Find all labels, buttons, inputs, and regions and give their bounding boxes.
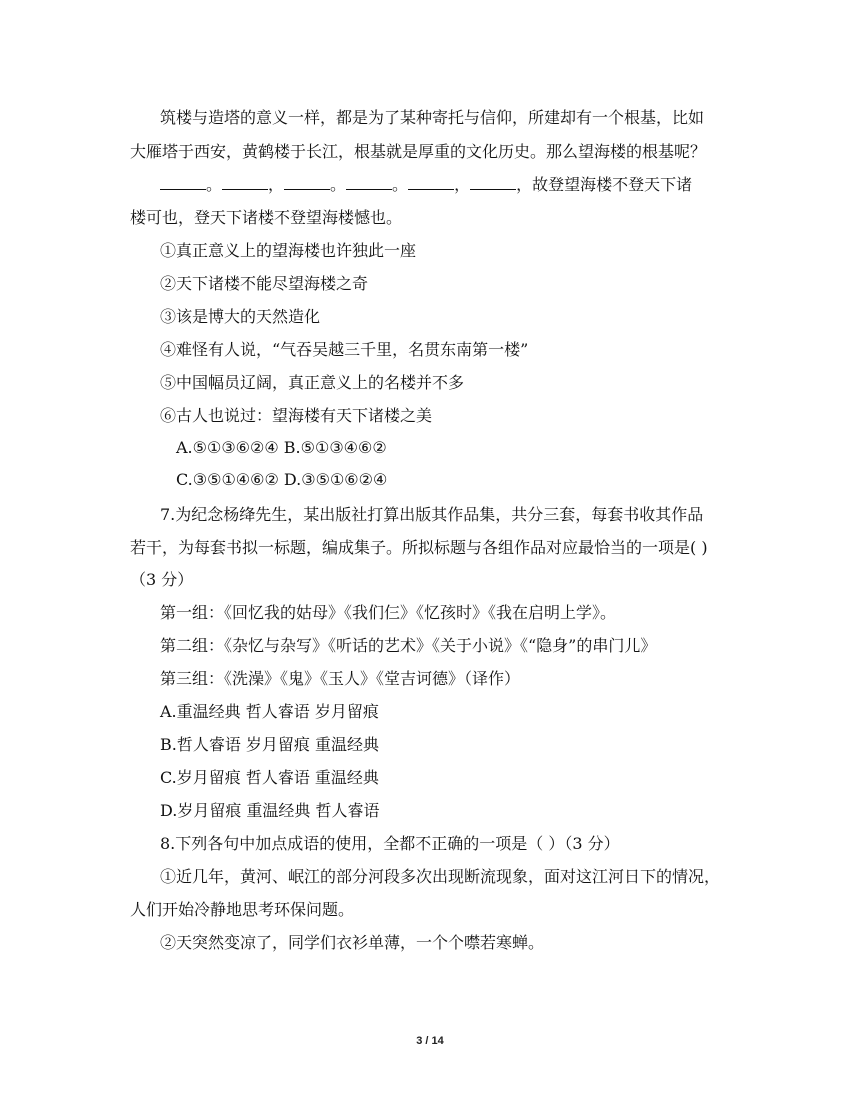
sentence-item: ①真正意义上的望海楼也许独此一座 [160,241,417,260]
sentence-item: ⑥古人也说过：望海楼有天下诸楼之美 [160,406,433,425]
sentence-item-cont: 人们开始冷静地思考环保问题。 [130,900,355,919]
group-3: 第三组：《洗澡》《鬼》《玉人》《堂吉诃德》（译作） [160,669,521,688]
paragraph-line: 楼可也，登天下诸楼不登望海楼憾也。 [130,208,403,227]
question-7-cont: 若干，为每套书拟一标题，编成集子。所拟标题与各组作品对应最恰当的一项是( ) [130,538,708,557]
answer-options: A.⑤①③⑥②④ B.⑤①③④⑥② [176,438,387,457]
question-7-score: （3 分） [130,570,194,589]
paragraph-text: ，故登望海楼不登天下诸 [516,175,693,194]
answer-options: C.③⑤①④⑥② D.③⑤①⑥②④ [176,470,388,489]
option-d: D.岁月留痕 重温经典 哲人睿语 [160,801,380,820]
paragraph-line: 筑楼与造塔的意义一样，都是为了某种寄托与信仰，所建却有一个根基，比如 [160,108,705,127]
group-1: 第一组：《回忆我的姑母》《我们仨》《忆孩时》《我在启明上学》。 [160,603,617,622]
answer-blank[interactable] [408,175,454,190]
answer-blank[interactable] [284,175,330,190]
question-7: 7.为纪念杨绛先生，某出版社打算出版其作品集，共分三套，每套书收其作品 [160,505,704,524]
option-c: C.岁月留痕 哲人睿语 重温经典 [160,768,379,787]
answer-blank[interactable] [346,175,392,190]
answer-blank[interactable] [160,175,206,190]
fill-in-blank-line: 。 ， 。 。 ， ，故登望海楼不登天下诸 [160,175,692,195]
paragraph-line: 大雁塔于西安，黄鹤楼于长江，根基就是厚重的文化历史。那么望海楼的根基呢？ [130,142,707,161]
answer-blank[interactable] [470,175,516,190]
sentence-item: ②天突然变凉了，同学们衣衫单薄，一个个噤若寒蝉。 [160,933,545,952]
page-number: 3 / 14 [416,1035,444,1047]
option-b: B.哲人睿语 岁月留痕 重温经典 [160,735,380,754]
sentence-item: ①近几年，黄河、岷江的部分河段多次出现断流现象，面对这江河日下的情况， [160,867,721,886]
option-a: A.重温经典 哲人睿语 岁月留痕 [160,702,379,721]
sentence-item: ④难怪有人说，“气吞吴越三千里，名贯东南第一楼” [160,340,529,359]
sentence-item: ⑤中国幅员辽阔，真正意义上的名楼并不多 [160,373,465,392]
group-2: 第二组：《杂忆与杂写》《听话的艺术》《关于小说》《“隐身”的串门儿》 [160,636,657,655]
answer-blank[interactable] [222,175,268,190]
question-8: 8.下列各句中加点成语的使用，全都不正确的一项是（ ）（3 分） [160,834,620,853]
sentence-item: ③该是博大的天然造化 [160,307,321,326]
sentence-item: ②天下诸楼不能尽望海楼之奇 [160,274,369,293]
